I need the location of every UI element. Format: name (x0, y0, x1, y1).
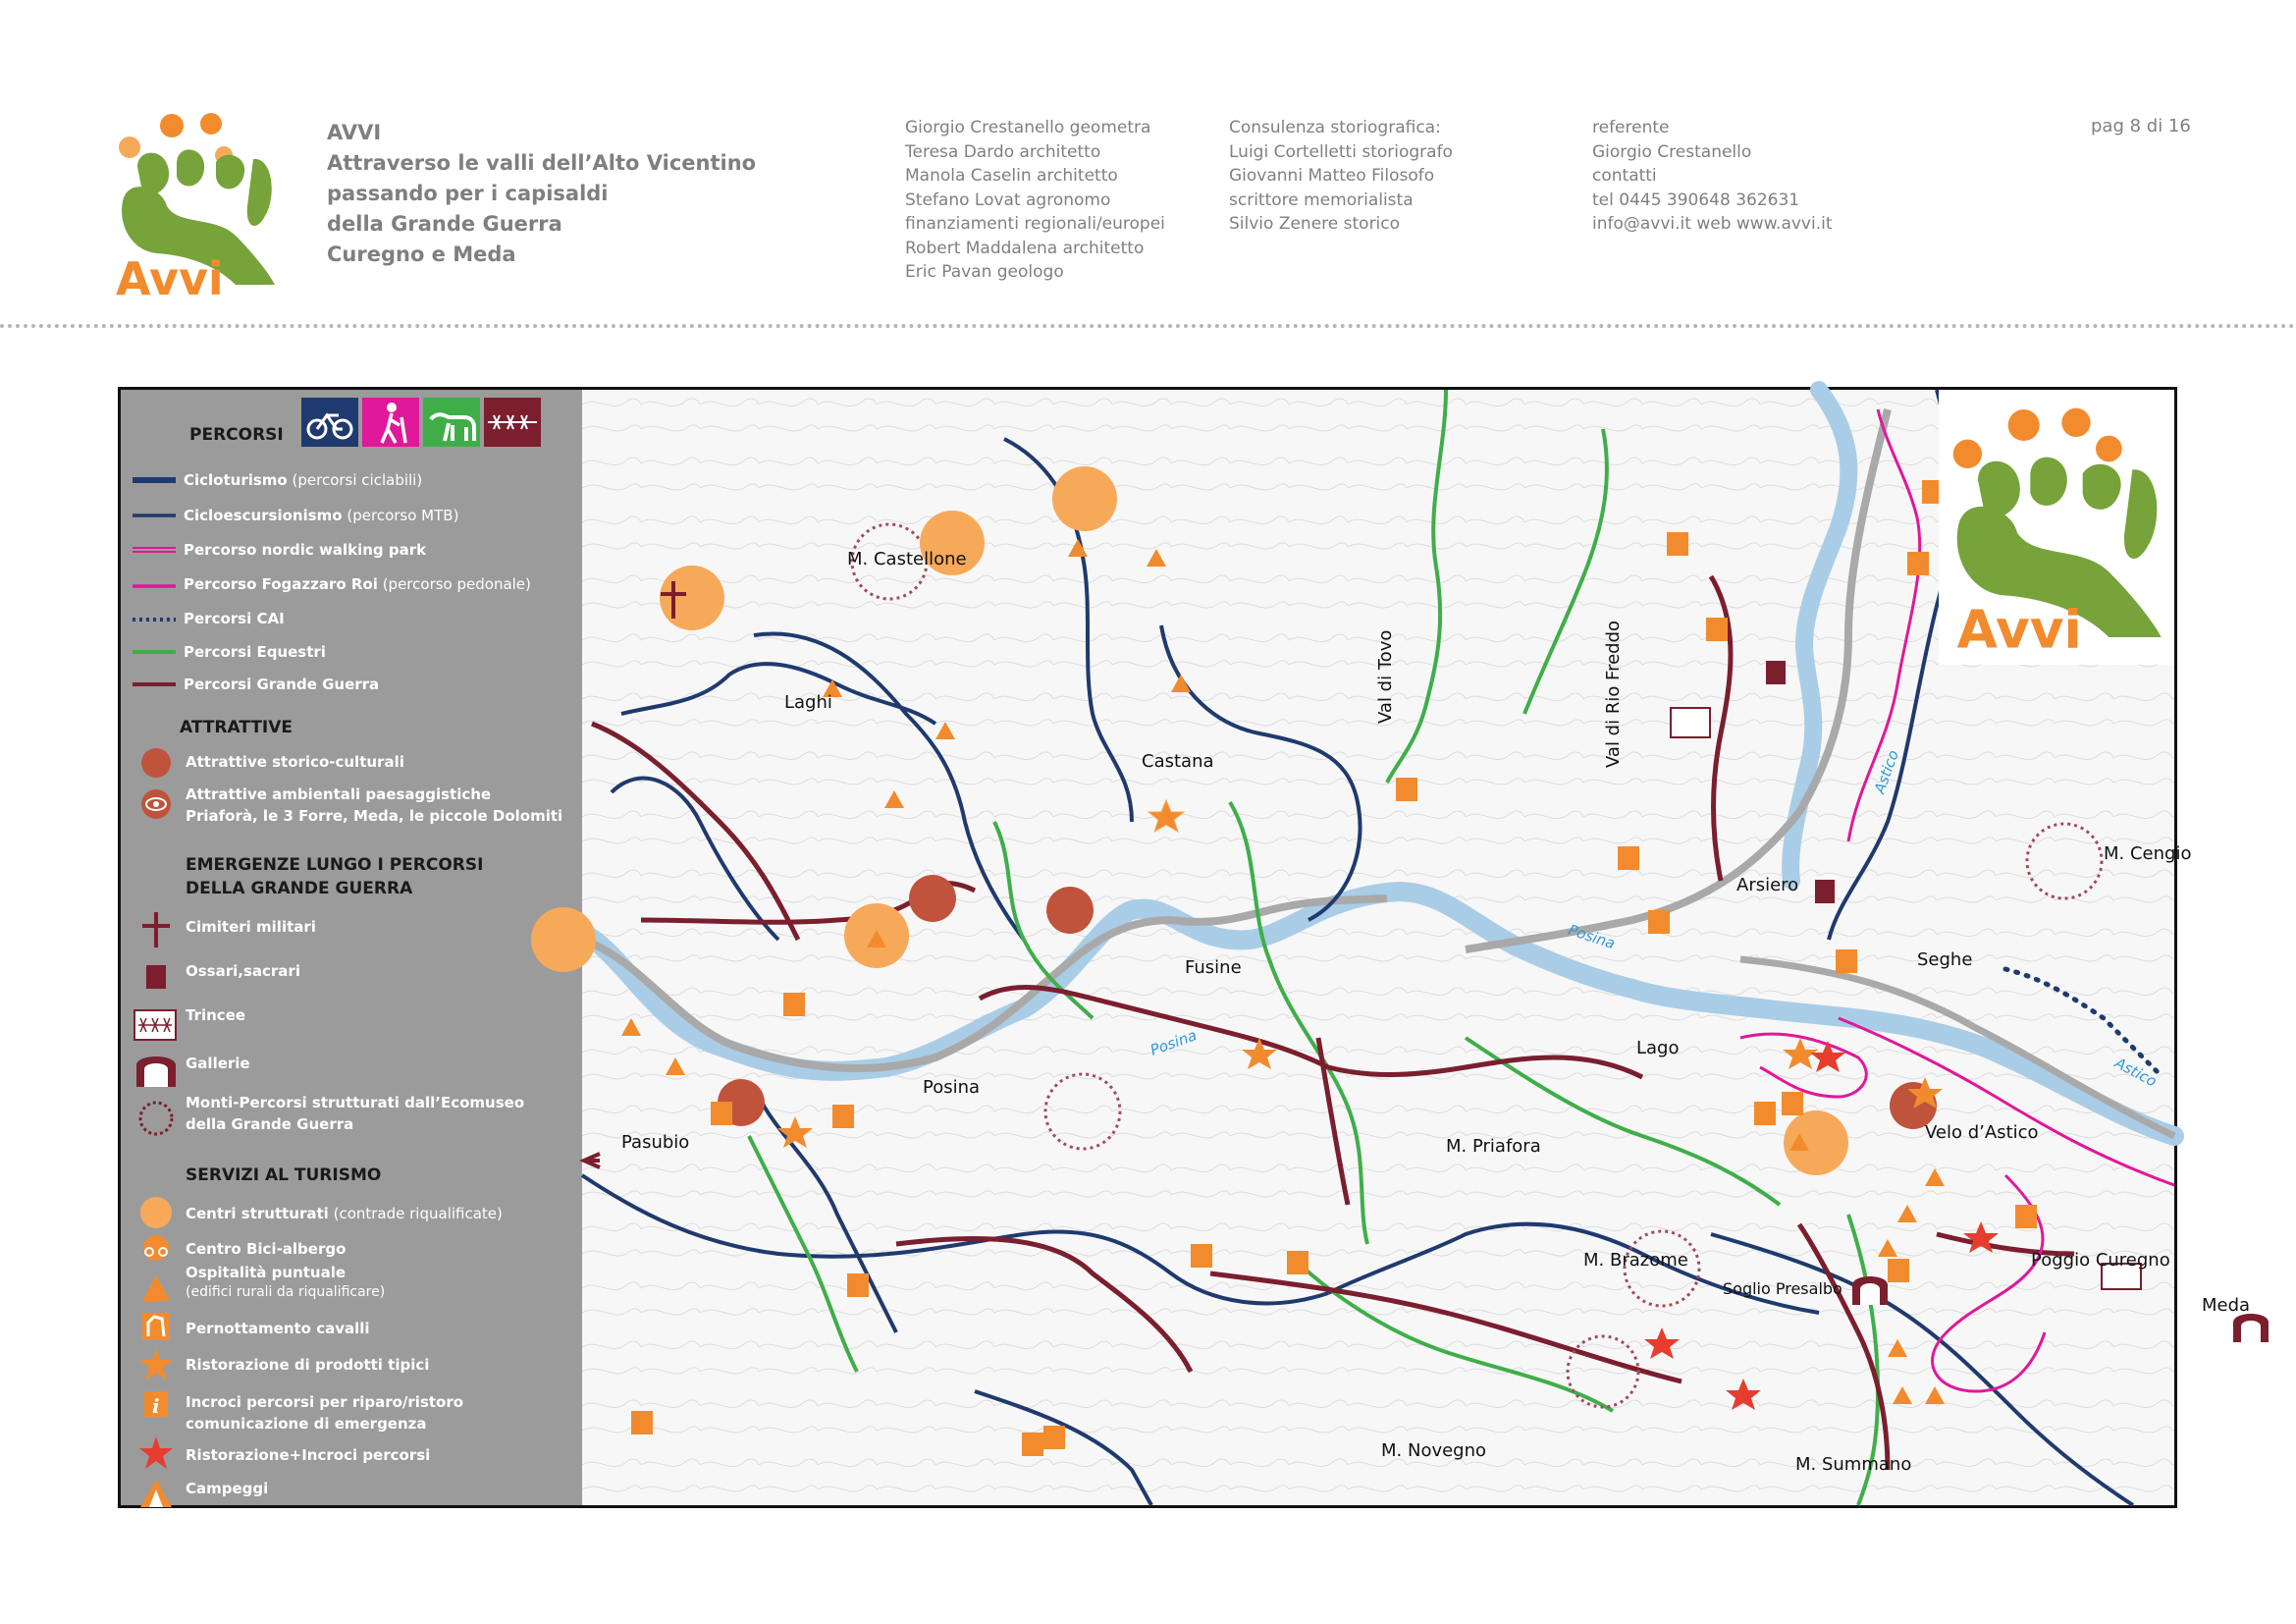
place-lago: Lago (1636, 1038, 1680, 1058)
legend-servizi-item: Ristorazione di prodotti tipici (186, 1356, 430, 1374)
legend-servizi-item: Campeggi (186, 1480, 269, 1497)
legend-attrattive-item-2: Priaforà, le 3 Forre, Meda, le piccole Dolomiti (186, 807, 563, 825)
legend-emergenze-title-2: DELLA GRANDE GUERRA (186, 879, 413, 898)
map-drawing (582, 390, 2174, 1505)
structured-centre (1784, 1110, 1848, 1175)
credits-list (905, 116, 1165, 285)
contact-line[interactable]: info@avvi.it web www.avvi.it (1592, 214, 1833, 234)
place-pasubio: Pasubio (621, 1132, 690, 1153)
route-swatches (131, 472, 178, 678)
page-number: pag 8 di 16 (2091, 116, 2191, 136)
org-name: AVVI (327, 121, 382, 144)
info-icon (847, 1273, 869, 1297)
river-label-posina: Posina (1566, 920, 1618, 953)
legend-emergenze-item: Trincee (186, 1006, 246, 1024)
place-posina: Posina (923, 1077, 981, 1098)
place-seghe: Seghe (1917, 949, 1973, 970)
legend-servizi-item: Centro Bici-albergo (186, 1240, 347, 1258)
title-line-4: Curegno e Meda (327, 243, 516, 266)
place-cengio: M. Cengio (2104, 843, 2192, 864)
legend-emergenze-item: Monti-Percorsi strutturati dall’Ecomuseo (186, 1094, 525, 1111)
consulting-line: Consulenza storiografica: (1229, 118, 1441, 137)
credit-line: finanziamenti regionali/europei (905, 214, 1165, 234)
place-meda: Meda (2202, 1295, 2251, 1316)
map-frame (118, 387, 2251, 1508)
legend-servizi-item: Ristorazione+Incroci percorsi (186, 1446, 431, 1464)
info-icon (832, 1105, 854, 1128)
place-poggio: Poggio Curegno (2031, 1250, 2170, 1271)
legend-servizi-item: Ospitalità puntuale (186, 1264, 347, 1281)
info-icon (631, 1411, 653, 1435)
title-block (327, 118, 757, 270)
place-castellone: M. Castellone (847, 549, 967, 569)
info-icon (1287, 1251, 1308, 1274)
credit-line: Manola Caselin architetto (905, 166, 1118, 186)
info-icon (1618, 846, 1639, 870)
place-laghi: Laghi (784, 692, 832, 713)
historic-attraction (909, 875, 956, 922)
legend-attrattive-item: Attrattive ambientali paesaggistiche (186, 785, 492, 803)
info-icon (1396, 778, 1417, 801)
legend-emergenze-item: Ossari,sacrari (186, 962, 300, 980)
credit-line: Teresa Dardo architetto (905, 141, 1101, 162)
place-castana: Castana (1142, 751, 1214, 772)
legend-route-item: Percorsi Equestri (184, 643, 326, 661)
legend-route-item: Cicloescursionismo (percorso MTB) (184, 507, 459, 524)
place-velo: Velo d’Astico (1925, 1122, 2039, 1143)
info-icon (1888, 1259, 1909, 1282)
place-novegno: M. Novegno (1381, 1440, 1487, 1461)
legend-servizi-item: Pernottamento cavalli (186, 1320, 370, 1337)
bike-badge-icon (301, 398, 358, 447)
legend-percorsi-title: PERCORSI (189, 425, 284, 445)
legend-servizi-item-2: comunicazione di emergenza (186, 1415, 427, 1433)
river-label-astico: Astico (1870, 747, 1903, 796)
legend-emergenze-item: Cimiteri militari (186, 918, 316, 936)
info-icon (1782, 1092, 1803, 1115)
servizi-icons (131, 1195, 186, 1509)
legend-route-item: Cicloturismo (percorsi ciclabili) (184, 471, 423, 489)
place-brazome: M. Brazome (1583, 1250, 1688, 1271)
place-arsiero: Arsiero (1736, 875, 1799, 895)
contact-line: contatti (1592, 166, 1657, 186)
river-label-posina: Posina (1148, 1026, 1200, 1059)
river-label-astico: Astico (2111, 1054, 2161, 1091)
legend-emergenze-item: Gallerie (186, 1055, 250, 1072)
credit-line: Eric Pavan geologo (905, 262, 1064, 282)
info-icon (1907, 552, 1929, 575)
ossuary-icon (1815, 880, 1835, 903)
info-icon (1754, 1102, 1776, 1125)
info-icon (1191, 1244, 1212, 1268)
info-icon (711, 1102, 732, 1125)
legend-attrattive-item: Attrattive storico-culturali (186, 753, 404, 771)
info-icon (783, 993, 805, 1016)
title-line-1: Attraverso le valli dell’Alto Vicentino (327, 151, 757, 175)
historic-attraction (1046, 887, 1094, 934)
consulting-line: Silvio Zenere storico (1229, 214, 1401, 234)
info-icon (2015, 1205, 2037, 1228)
attrattive-icons (131, 747, 186, 826)
info-icon (1667, 532, 1688, 556)
legend-servizi-item: Centri strutturati (contrade riqualificate) (186, 1205, 503, 1222)
legend-route-item: Percorsi Grande Guerra (184, 676, 380, 693)
horse-badge-icon (423, 398, 480, 447)
consulting-line: Luigi Cortelletti storiografo (1229, 141, 1453, 162)
info-icon (1706, 618, 1728, 641)
legend-emergenze-item-2: della Grande Guerra (186, 1115, 354, 1133)
svg-text:i: i (152, 1394, 160, 1418)
structured-centre (531, 907, 596, 972)
dotted-divider (0, 324, 2296, 328)
structured-centre (660, 566, 724, 630)
credit-line: Giorgio Crestanello geometra (905, 118, 1151, 137)
ossuary-icon (1766, 661, 1786, 684)
avvi-logo-map (1939, 390, 2174, 665)
avvi-logo (108, 108, 285, 304)
info-icon (1836, 949, 1857, 973)
barbed-wire-badge-icon (484, 398, 541, 447)
legend-emergenze-title-1: EMERGENZE LUNGO I PERCORSI (186, 855, 484, 875)
title-line-3: della Grande Guerra (327, 212, 562, 236)
legend-route-item: Percorso Fogazzaro Roi (percorso pedonale) (184, 575, 531, 593)
legend-panel (121, 390, 582, 1505)
legend-servizi-item-2: (edifici rurali da riqualificare) (186, 1284, 386, 1300)
structured-centre (1052, 466, 1117, 531)
place-val-rio-freddo: Val di Rio Freddo (1603, 620, 1624, 768)
consulting-line: scrittore memorialista (1229, 189, 1414, 210)
place-val-tovo: Val di Tovo (1375, 629, 1396, 724)
emergenze-icons (131, 910, 186, 1136)
place-fusine: Fusine (1185, 957, 1242, 978)
legend-route-item: Percorso nordic walking park (184, 541, 427, 559)
info-icon (1022, 1433, 1043, 1456)
map-logo-box (1939, 390, 2174, 665)
contact-line: tel 0445 390648 362631 (1592, 189, 1800, 210)
map-canvas[interactable] (582, 390, 2251, 1505)
place-soglio: Soglio Presalbo (1723, 1279, 1842, 1298)
legend-servizi-title: SERVIZI AL TURISMO (186, 1165, 382, 1185)
legend-route-item: Percorsi CAI (184, 610, 285, 627)
credit-line: Stefano Lovat agronomo (905, 189, 1111, 210)
credit-line: Robert Maddalena architetto (905, 238, 1145, 258)
logo-lettering: Avvi (1956, 598, 2082, 661)
info-icon (1043, 1426, 1065, 1449)
place-priafora: M. Priafora (1446, 1136, 1541, 1157)
info-icon (1648, 910, 1670, 934)
contact-line: referente (1592, 118, 1670, 137)
consulting-list (1229, 116, 1453, 237)
legend-attrattive-title: ATTRATTIVE (180, 718, 294, 737)
contact-list (1592, 116, 1833, 237)
consulting-line: Giovanni Matteo Filosofo (1229, 166, 1435, 186)
place-summano: M. Summano (1795, 1454, 1912, 1475)
hiker-badge-icon (362, 398, 419, 447)
title-line-2: passando per i capisaldi (327, 182, 609, 205)
logo-lettering: Avvi (116, 252, 224, 305)
trench-icon (1671, 708, 1710, 737)
contact-line: Giorgio Crestanello (1592, 141, 1752, 162)
legend-servizi-item: Incroci percorsi per riparo/ristoro (186, 1393, 464, 1411)
